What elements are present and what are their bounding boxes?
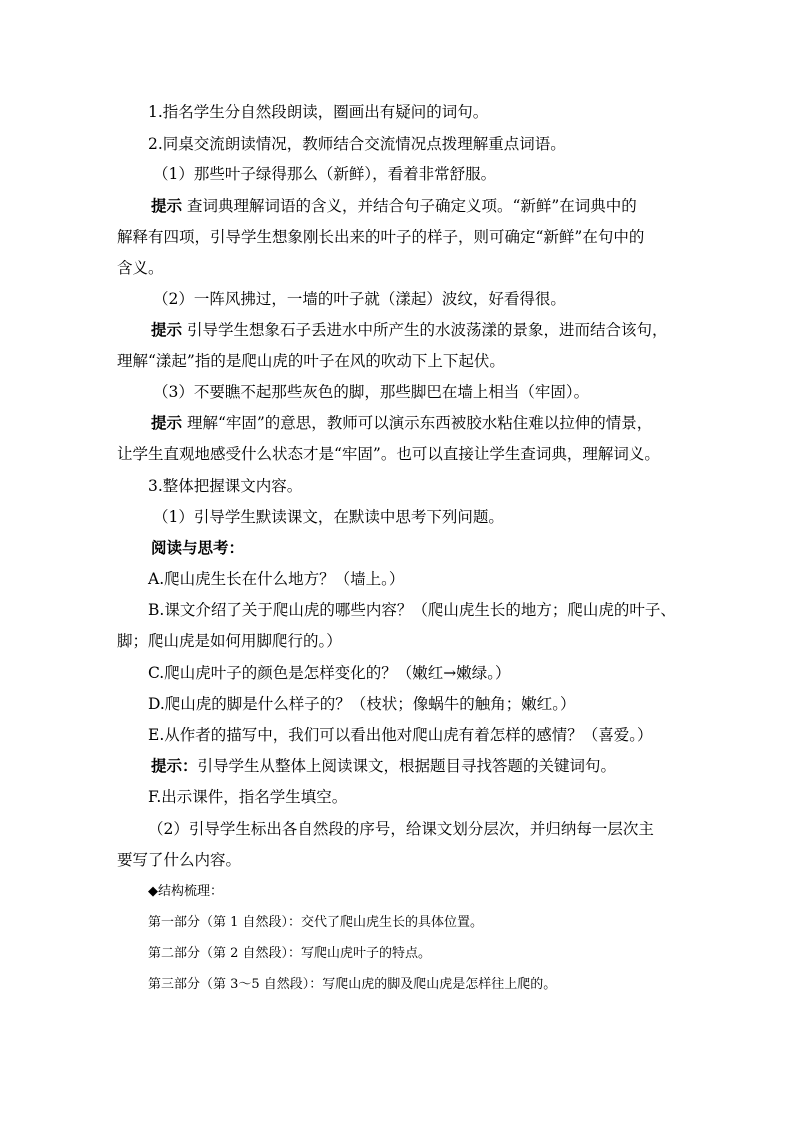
line-substep-2-cont: 要写了什么内容。: [117, 851, 242, 869]
line-hint-1-cont: 解释有四项，引导学生想象刚长出来的叶子的样子，则可确定“新鲜”在句中的: [117, 228, 645, 246]
line-structure-part-2: 第二部分（第 2 自然段）：写爬山虎叶子的特点。: [148, 946, 432, 961]
line-sentence-2: （2）一阵风拂过，一墙的叶子就（漾起）波纹，好看得很。: [153, 290, 566, 308]
hint-label: 提示：: [151, 756, 198, 775]
line-hint-1-end: 含义。: [117, 259, 164, 277]
line-hint-1: [151, 195, 637, 217]
line-hint-4: [151, 755, 616, 777]
line-structure-part-3: 第三部分（第 3～5 自然段）：写爬山虎的脚及爬山虎是怎样往上爬的。: [148, 977, 557, 992]
line-question-a: A.爬山虎生长在什么地方？（墙上。）: [148, 570, 405, 588]
line-question-d: D.爬山虎的脚是什么样子的？（枝状；像蜗牛的触角；嫩红。）: [148, 695, 576, 713]
line-sentence-1: （1）那些叶子绿得那么（新鲜），看着非常舒服。: [153, 165, 497, 183]
hint-label: 提示: [151, 320, 183, 339]
line-hint-2: [151, 319, 667, 341]
line-structure-heading: ◆结构梳理：: [148, 884, 223, 899]
line-question-b: B.课文介绍了关于爬山虎的哪些内容？（爬山虎生长的地方；爬山虎的叶子、: [148, 601, 676, 619]
line-substep-1: （1）引导学生默读课文，在默读中思考下列问题。: [153, 508, 504, 526]
line-step-3: 3.整体把握课文内容。: [148, 477, 303, 495]
line-reading-heading: 阅读与思考：: [151, 538, 245, 557]
line-structure-part-1: 第一部分（第 1 自然段）：交代了爬山虎生长的具体位置。: [148, 915, 484, 930]
line-hint-3-cont: 让学生直观地感受什么状态才是“牢固”。也可以直接让学生查词典，理解词义。: [117, 445, 660, 463]
line-hint-3: [151, 412, 652, 434]
line-question-c: C.爬山虎叶子的颜色是怎样变化的？（嫩红→嫩绿。）: [148, 664, 511, 682]
line-hint-2-cont: 理解“漾起”指的是爬山虎的叶子在风的吹动下上下起伏。: [117, 352, 505, 370]
hint-text: 引导学生从整体上阅读课文，根据题目寻找答题的关键词句。: [197, 757, 617, 775]
line-step-2: 2.同桌交流朗读情况，教师结合交流情况点拨理解重点词语。: [148, 135, 566, 153]
hint-text: 查词典理解词语的含义，并结合句子确定义项。“新鲜”在词典中的: [182, 197, 637, 215]
line-step-1: 1.指名学生分自然段朗读，圈画出有疑问的词句。: [148, 103, 489, 121]
line-substep-2: （2）引导学生标出各自然段的序号，给课文划分层次，并归纳每一层次主: [148, 820, 654, 838]
hint-text: 引导学生想象石子丢进水中所产生的水波荡漾的景象，进而结合该句，: [182, 321, 668, 339]
hint-label: 提示: [151, 196, 183, 215]
line-question-e: E.从作者的描写中，我们可以看出他对爬山虎有着怎样的感情？（喜爱。）: [148, 726, 653, 744]
line-question-f: F.出示课件，指名学生填空。: [148, 788, 348, 806]
hint-text: 理解“牢固”的意思，教师可以演示东西被胶水粘住难以拉伸的情景，: [182, 414, 653, 432]
hint-label: 提示: [151, 413, 183, 432]
line-sentence-3: （3）不要瞧不起那些灰色的脚，那些脚巴在墙上相当（牢固）。: [153, 383, 590, 401]
line-question-b-cont: 脚；爬山虎是如何用脚爬行的。）: [117, 632, 342, 650]
